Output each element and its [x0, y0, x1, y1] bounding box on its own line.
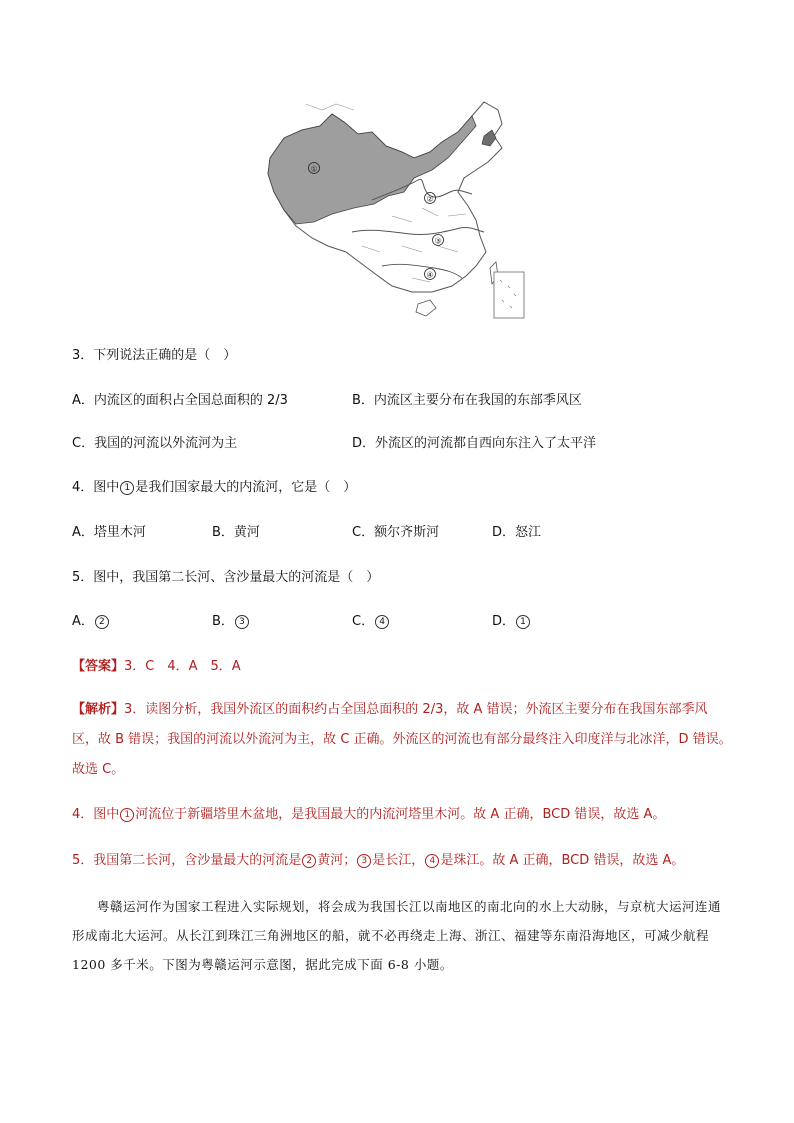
svg-text:②: ②	[426, 194, 434, 204]
q5-option-b-letter: B．	[212, 614, 234, 629]
q5-option-c-letter: C．	[352, 614, 375, 629]
analysis-q4-suffix: 河流位于新疆塔里木盆地，是我国最大的内流河塔里木河。故 A 正确，BCD 错误，故选 A。	[135, 807, 666, 822]
q4-option-b: B．黄河	[212, 525, 260, 540]
answer-line	[72, 655, 241, 674]
reading-passage: 粤赣运河作为国家工程进入实际规划，将会成为我国长江以南地区的南北向的水上大动脉，与京杭大运河连通形成南北大运河。从长江到珠江三角洲地区的船，就不必再绕走上海、浙江、福建等东南沿海地区，可减少航程 1200 多千米。下图为粤赣运河示意图，据此完成下面 6-8 小题。	[72, 899, 722, 972]
svg-text:①: ①	[310, 164, 318, 174]
q5-option-d	[492, 610, 531, 629]
q4-option-c: C．额尔齐斯河	[352, 525, 440, 540]
q5-option-b-marker: 3	[235, 615, 249, 629]
q4-option-a: A．塔里木河	[72, 525, 146, 540]
q5-option-a-marker: 2	[95, 615, 109, 629]
analysis-q3	[72, 695, 732, 785]
analysis-q5-mid2: 是长江，	[372, 853, 425, 868]
analysis-q5-marker-3: 3	[357, 854, 371, 868]
q4-stem-suffix: 是我们国家最大的内流河，它是（ ）	[135, 480, 357, 495]
q5-option-d-letter: D．	[492, 614, 516, 629]
q5-option-a-letter: A．	[72, 614, 94, 629]
q3-stem: 3．下列说法正确的是（ ）	[72, 348, 237, 363]
q3-option-b: B．内流区主要分布在我国的东部季风区	[352, 393, 582, 408]
analysis-q4	[72, 800, 732, 830]
q4-stem-marker: 1	[120, 481, 134, 495]
south-china-sea-inset	[494, 272, 524, 318]
china-river-map	[262, 96, 532, 324]
svg-text:④: ④	[426, 270, 434, 280]
q4-option-d: D．怒江	[492, 525, 542, 540]
q4-stem	[72, 476, 356, 495]
analysis-q4-prefix: 4．图中	[72, 807, 120, 822]
q3-option-d: D．外流区的河流都自西向东注入了太平洋	[352, 436, 597, 451]
q5-option-a	[72, 610, 110, 629]
hainan-island	[416, 300, 436, 316]
answer-label: 【答案】	[72, 659, 125, 674]
q4-stem-prefix: 4．图中	[72, 480, 120, 495]
q5-stem: 5．图中，我国第二长河、含沙量最大的河流是（ ）	[72, 570, 380, 585]
analysis-q5	[72, 846, 732, 876]
svg-text:③: ③	[434, 236, 442, 246]
q5-option-d-marker: 1	[516, 615, 530, 629]
analysis-q5-prefix: 5．我国第二长河，含沙量最大的河流是	[72, 853, 302, 868]
analysis-q3-text: 3．读图分析，我国外流区的面积约占全国总面积的 2/3，故 A 错误；外流区主要分布在我国东部季风区，故 B 错误；我国的河流以外流河为主，故 C 正确。外流区的河流也有部分最终注入印度洋与北冰洋，D 错误。故选 C。	[72, 702, 732, 777]
analysis-q5-suffix: 是珠江。故 A 正确，BCD 错误，故选 A。	[440, 853, 685, 868]
answer-text: 3．C 4．A 5．A	[124, 659, 241, 674]
q5-option-b	[212, 610, 250, 629]
q5-option-c	[352, 610, 390, 629]
analysis-q5-mid1: 黄河；	[317, 853, 357, 868]
china-map-svg	[262, 96, 532, 324]
q3-option-c: C．我国的河流以外流河为主	[72, 436, 238, 451]
q5-option-c-marker: 4	[375, 615, 389, 629]
q3-option-a: A．内流区的面积占全国总面积的 2/3	[72, 393, 288, 408]
northern-boundary	[306, 104, 354, 110]
analysis-q4-marker: 1	[120, 808, 134, 822]
analysis-label: 【解析】	[72, 702, 125, 717]
analysis-q5-marker-2: 2	[302, 854, 316, 868]
analysis-q5-marker-4: 4	[425, 854, 439, 868]
